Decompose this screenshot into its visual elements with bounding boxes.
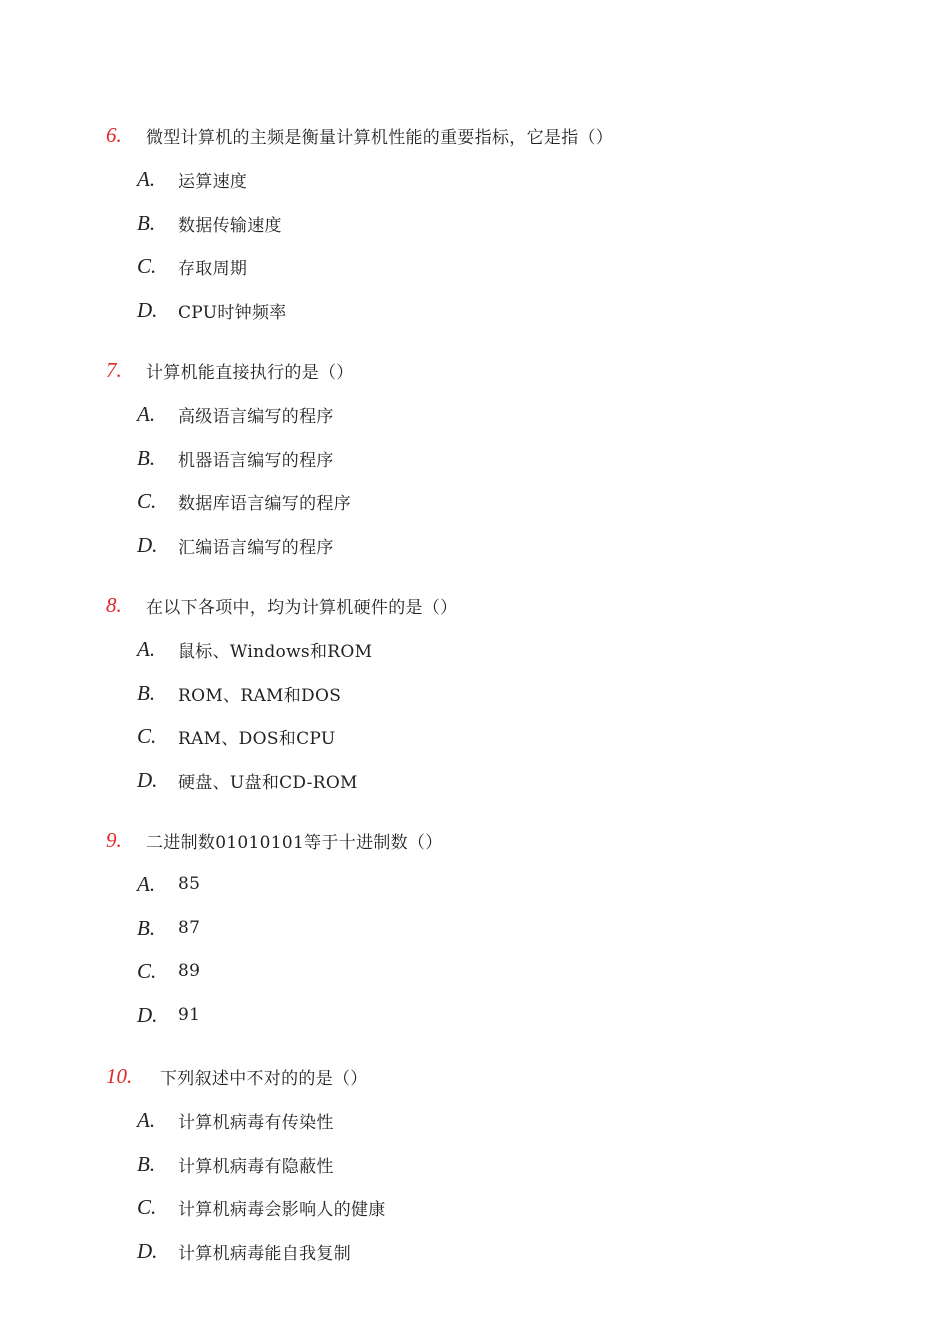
option-d [137, 1001, 200, 1029]
option-b [137, 444, 334, 472]
option-b [137, 914, 200, 942]
option-text: 89 [178, 961, 201, 981]
option-text: 计算机病毒会影响人的健康 [178, 1199, 386, 1220]
option-a [137, 1106, 334, 1134]
question-stem [106, 1062, 368, 1090]
option-c [137, 252, 247, 280]
option-d [137, 296, 287, 324]
option-text: CPU时钟频率 [178, 302, 287, 323]
option-text: 数据库语言编写的程序 [178, 493, 351, 514]
option-text: 硬盘、U盘和CD-ROM [178, 772, 358, 793]
option-text: 计算机病毒能自我复制 [178, 1243, 351, 1264]
option-letter: C. [137, 488, 157, 513]
question-number: 8. [106, 592, 122, 617]
question-text: 计算机能直接执行的是（） [146, 362, 354, 383]
option-letter: A. [137, 1107, 156, 1132]
option-text: 汇编语言编写的程序 [178, 537, 334, 558]
option-letter: B. [137, 680, 156, 705]
option-text: ROM、RAM和DOS [178, 685, 342, 706]
question-stem [106, 826, 443, 854]
option-text: 计算机病毒有隐蔽性 [178, 1156, 334, 1177]
question-stem [106, 591, 457, 619]
question-number: 7. [106, 357, 122, 382]
option-a [137, 400, 334, 428]
question-text: 在以下各项中，均为计算机硬件的是（） [146, 597, 458, 618]
option-b [137, 679, 341, 707]
option-letter: B. [137, 1151, 156, 1176]
option-letter: D. [137, 1002, 158, 1027]
option-letter: A. [137, 871, 156, 896]
option-c [137, 487, 351, 515]
option-text: 运算速度 [178, 171, 248, 192]
option-text: 机器语言编写的程序 [178, 450, 334, 471]
option-letter: B. [137, 445, 156, 470]
option-text: 高级语言编写的程序 [178, 406, 334, 427]
question-stem [106, 356, 354, 384]
option-text: 91 [178, 1005, 201, 1025]
option-letter: C. [137, 253, 157, 278]
option-letter: B. [137, 210, 156, 235]
question-text: 下列叙述中不对的的是（） [160, 1068, 368, 1089]
option-text: 鼠标、Windows和ROM [178, 641, 373, 662]
option-b [137, 209, 282, 237]
option-letter: A. [137, 636, 156, 661]
option-text: 计算机病毒有传染性 [178, 1112, 334, 1133]
option-a [137, 870, 200, 898]
option-letter: D. [137, 297, 158, 322]
option-letter: D. [137, 1238, 158, 1263]
option-letter: C. [137, 723, 157, 748]
question-number: 10. [106, 1063, 133, 1088]
option-d [137, 531, 334, 559]
question-text: 二进制数01010101等于十进制数（） [146, 832, 443, 853]
option-letter: C. [137, 958, 157, 983]
option-letter: D. [137, 767, 158, 792]
option-letter: B. [137, 915, 156, 940]
option-a [137, 165, 247, 193]
option-text: 数据传输速度 [178, 215, 282, 236]
question-number: 6. [106, 122, 122, 147]
option-text: 85 [178, 874, 201, 894]
option-letter: C. [137, 1194, 157, 1219]
question-number: 9. [106, 827, 122, 852]
option-c [137, 722, 335, 750]
option-letter: D. [137, 532, 158, 557]
option-text: 存取周期 [178, 258, 248, 279]
option-b [137, 1150, 334, 1178]
option-d [137, 1237, 351, 1265]
option-letter: A. [137, 166, 156, 191]
option-text: RAM、DOS和CPU [178, 728, 336, 749]
option-d [137, 766, 358, 794]
option-c [137, 957, 200, 985]
option-c [137, 1193, 386, 1221]
option-text: 87 [178, 918, 201, 938]
option-letter: A. [137, 401, 156, 426]
question-text: 微型计算机的主频是衡量计算机性能的重要指标，它是指（） [146, 127, 614, 148]
option-a [137, 635, 372, 663]
question-stem [106, 121, 613, 149]
